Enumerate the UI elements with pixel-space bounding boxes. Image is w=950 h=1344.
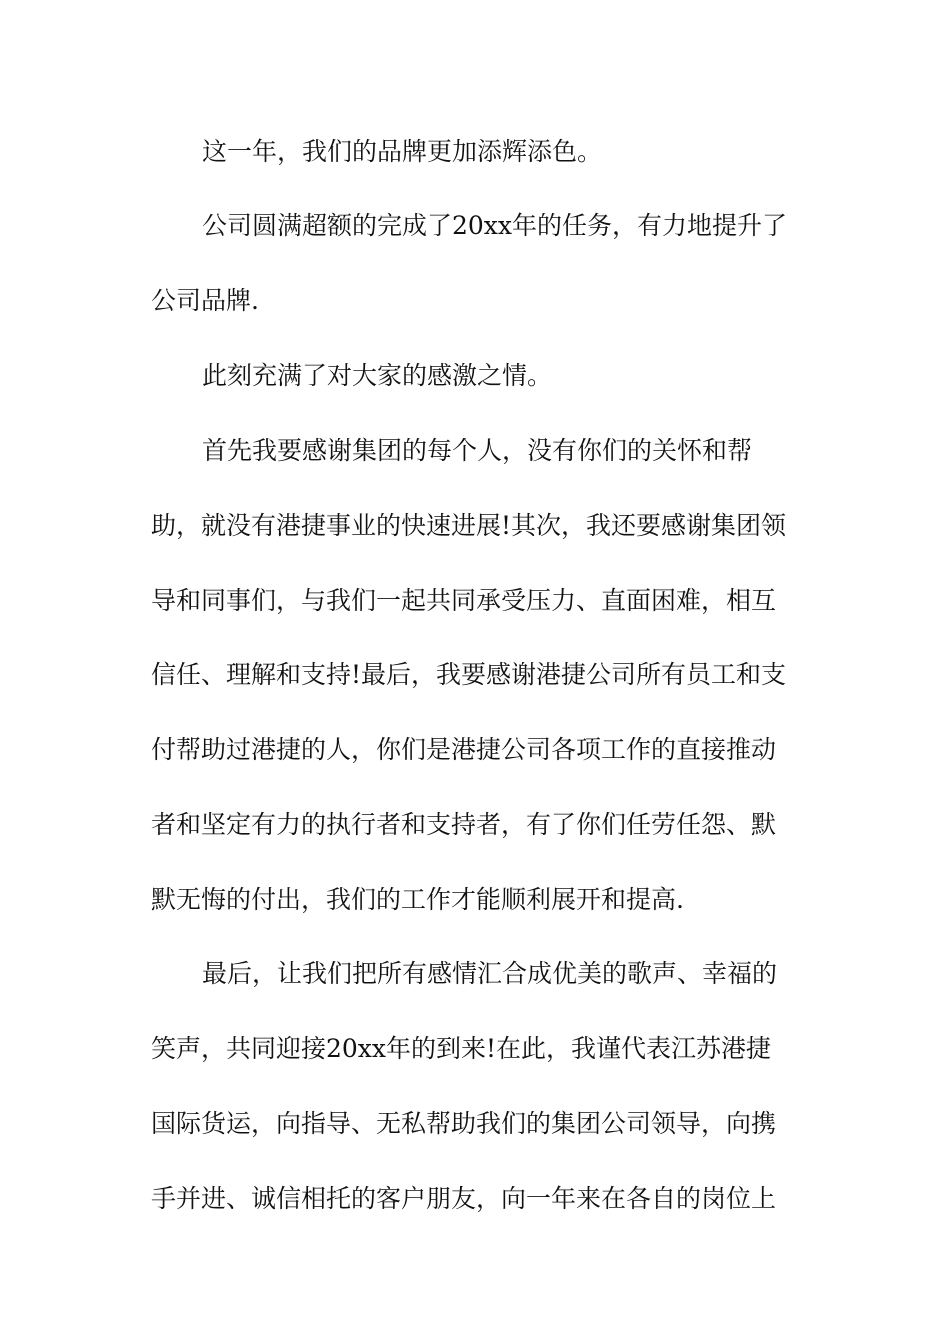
paragraph-4-line-6: 者和坚定有力的执行者和支持者，有了你们任劳任怨、默 — [151, 810, 777, 839]
paragraph-5-line-2: 笑声，共同迎接20xx年的到来!在此，我谨代表江苏港捷 — [151, 1034, 772, 1063]
paragraph-5-line-1: 最后，让我们把所有感情汇合成优美的歌声、幸福的 — [202, 959, 778, 988]
paragraph-5-line-3: 国际货运，向指导、无私帮助我们的集团公司领导，向携 — [151, 1109, 777, 1138]
paragraph-4-line-4: 信任、理解和支持!最后，我要感谢港捷公司所有员工和支 — [151, 660, 787, 689]
paragraph-3-line-1: 此刻充满了对大家的感激之情。 — [202, 361, 553, 390]
paragraph-2-line-1: 公司圆满超额的完成了20xx年的任务，有力地提升了 — [202, 211, 788, 240]
paragraph-5-line-4: 手并进、诚信相托的客户朋友，向一年来在各自的岗位上 — [151, 1184, 777, 1213]
paragraph-4-line-1: 首先我要感谢集团的每个人，没有你们的关怀和帮 — [202, 436, 753, 465]
paragraph-4-line-7: 默无悔的付出，我们的工作才能顺利展开和提高. — [151, 885, 684, 914]
paragraph-4-line-5: 付帮助过港捷的人，你们是港捷公司各项工作的直接推动 — [151, 735, 777, 764]
paragraph-4-line-3: 导和同事们，与我们一起共同承受压力、直面困难，相互 — [151, 586, 777, 615]
paragraph-4-line-2: 助，就没有港捷事业的快速进展!其次，我还要感谢集团领 — [151, 511, 787, 540]
paragraph-2-line-2: 公司品牌. — [151, 286, 259, 315]
paragraph-1-line-1: 这一年，我们的品牌更加添辉添色。 — [202, 137, 603, 166]
